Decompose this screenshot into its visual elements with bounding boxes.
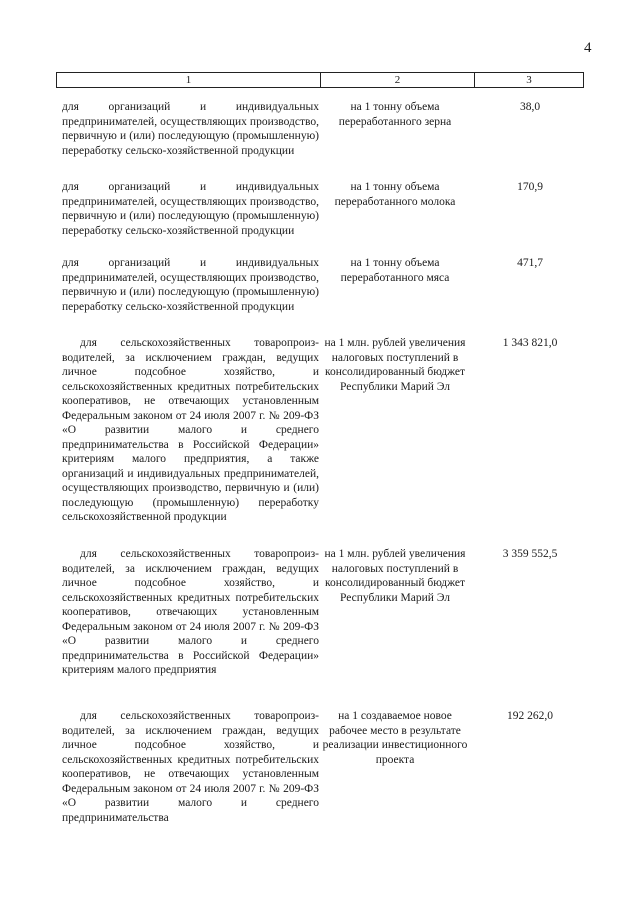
column-header-2: 2 bbox=[321, 73, 475, 87]
row-unit: на 1 млн. рублей увеличения налоговых поступлений в консолидированный бюджет Республики Марий Эл bbox=[324, 337, 466, 393]
row-description: для сельскохозяйственных товаропроиз-водителей, за исключением граждан, ведущих личное подсобное хозяйство, и сельскохозяйственных кредитных потребительских кооперативов, не отвечающих установленным Федеральным законом от 24 июля 2007 г. № 209-ФЗ «О развитии малого и среднего предпринимательства в Российской Федерации» критериям малого предприятия, а также организаций и индивидуальных предпринимателей, осуществляющих производство, первичную и (или) последующую (промышленную) переработку сельскохозяйственной продукции bbox=[62, 337, 319, 523]
row-value: 192 262,0 bbox=[507, 710, 553, 722]
page-number: 4 bbox=[584, 40, 592, 56]
row-value: 170,9 bbox=[517, 181, 543, 193]
row-description: для организаций и индивидуальных предпринимателей, осуществляющих производство, первичную и (или) последующую (промышленную) переработку сельско-хозяйственной продукции bbox=[62, 181, 319, 237]
row-unit: на 1 тонну объема переработанного мяса bbox=[340, 257, 450, 284]
row-description: для сельскохозяйственных товаропроиз-водителей, за исключением граждан, ведущих личное подсобное хозяйство, и сельскохозяйственных кредитных потребительских кооперативов, не отвечающих установленным Федеральным законом от 24 июля 2007 г. № 209-ФЗ «О развитии малого и среднего предпринимательства bbox=[62, 710, 319, 824]
row-unit: на 1 тонну объема переработанного зерна bbox=[338, 101, 452, 128]
row-unit: на 1 создаваемое новое рабочее место в результате реализации инвестиционного проекта bbox=[322, 710, 468, 766]
row-value: 3 359 552,5 bbox=[502, 548, 558, 560]
row-description: для организаций и индивидуальных предпринимателей, осуществляющих производство, первичную и (или) последующую (промышленную) переработку сельско-хозяйственной продукции bbox=[62, 101, 319, 157]
table-header bbox=[56, 72, 584, 88]
row-unit: на 1 млн. рублей увеличения налоговых поступлений в консолидированный бюджет Республики Марий Эл bbox=[324, 548, 466, 604]
row-value: 38,0 bbox=[519, 101, 541, 113]
row-value: 471,7 bbox=[517, 257, 543, 269]
column-header-3: 3 bbox=[526, 74, 532, 86]
column-header-1: 1 bbox=[57, 73, 321, 87]
row-unit: на 1 тонну объема переработанного молока bbox=[334, 181, 456, 208]
row-description: для сельскохозяйственных товаропроиз-водителей, за исключением граждан, ведущих личное подсобное хозяйство, и сельскохозяйственных кредитных потребительских кооперативов, отвечающих установленным Федеральным законом от 24 июля 2007 г. № 209-ФЗ «О развитии малого и среднего предпринимательства в Российской Федерации» критериям малого предприятия bbox=[62, 548, 319, 676]
row-description: для организаций и индивидуальных предпринимателей, осуществляющих производство, первичную и (или) последующую (промышленную) переработку сельско-хозяйственной продукции bbox=[62, 257, 319, 313]
row-value: 1 343 821,0 bbox=[502, 337, 558, 349]
